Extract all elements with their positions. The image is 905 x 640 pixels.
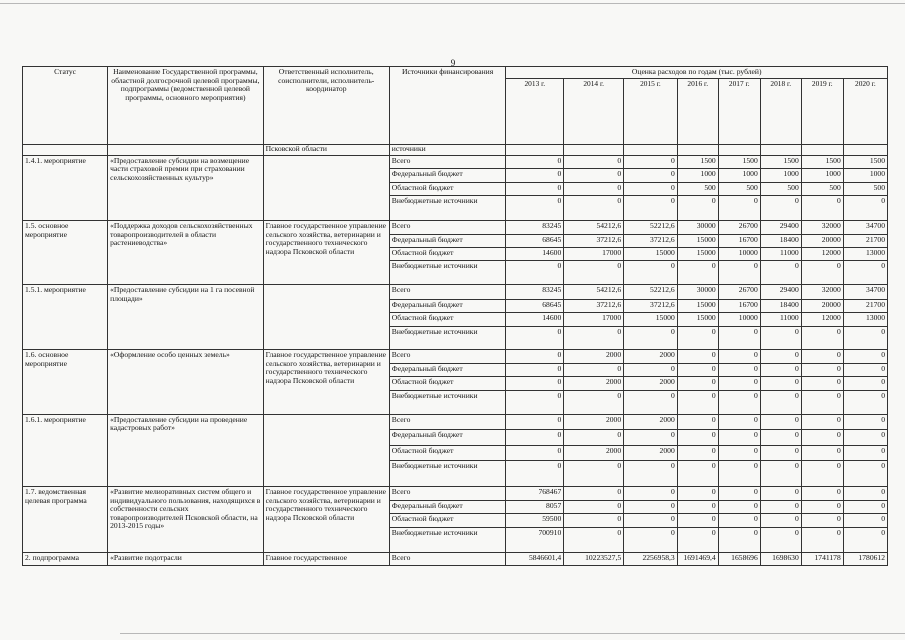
value-cell: 13000 (843, 247, 887, 260)
value-cell: 0 (624, 326, 678, 350)
value-cell: 52212,6 (624, 221, 678, 234)
value-cell: 0 (801, 363, 843, 376)
value-cell: 0 (843, 390, 887, 414)
value-cell: 0 (624, 500, 678, 513)
value-cell: 2000 (624, 414, 678, 430)
value-cell: 0 (843, 414, 887, 430)
value-cell: 0 (760, 326, 801, 350)
value-cell: 5846601,4 (506, 553, 564, 566)
value-cell: 34700 (843, 285, 887, 299)
value-cell: 500 (677, 182, 718, 195)
value-cell: 500 (718, 182, 760, 195)
table-row (23, 221, 888, 234)
value-cell: 83245 (506, 221, 564, 234)
value-cell: 0 (843, 514, 887, 528)
value-cell: 37212,6 (564, 234, 624, 247)
value-cell: 2000 (564, 414, 624, 430)
value-cell: 15000 (624, 247, 678, 260)
value-cell: 0 (760, 461, 801, 487)
value-cell: 0 (843, 461, 887, 487)
value-cell: 0 (506, 155, 564, 168)
executor-cell: Главное государственное (263, 553, 389, 566)
value-cell: 0 (718, 196, 760, 221)
value-cell: 14600 (506, 313, 564, 326)
value-cell: 0 (506, 326, 564, 350)
value-cell: 17000 (564, 247, 624, 260)
value-cell: 0 (801, 528, 843, 553)
source-cell: Всего (389, 414, 506, 430)
value-cell: 0 (718, 445, 760, 461)
value-cell: 500 (801, 182, 843, 195)
executor-cell (263, 414, 389, 486)
value-cell: 0 (760, 261, 801, 285)
value-cell: 0 (624, 390, 678, 414)
value-cell: 2000 (624, 350, 678, 363)
source-cell: Всего (389, 285, 506, 299)
table-row (23, 155, 888, 168)
value-cell: 0 (843, 196, 887, 221)
value-cell: 0 (677, 261, 718, 285)
value-cell: 59500 (506, 514, 564, 528)
value-cell: 11000 (760, 247, 801, 260)
value-cell: 16700 (718, 299, 760, 312)
value-cell: 0 (801, 326, 843, 350)
name-cell: «Оформление особо ценных земель» (108, 350, 264, 414)
table-row (23, 414, 888, 430)
value-cell: 0 (801, 500, 843, 513)
name-cell: «Предоставление субсидии на проведение кадастровых работ» (108, 414, 264, 486)
value-cell: 30000 (677, 221, 718, 234)
value-cell: 1691469,4 (677, 553, 718, 566)
value-cell: 0 (506, 182, 564, 195)
value-cell: 0 (718, 430, 760, 446)
source-cell: Областной бюджет (389, 313, 506, 326)
value-cell: 34700 (843, 221, 887, 234)
value-cell: 0 (677, 196, 718, 221)
value-cell: 0 (624, 182, 678, 195)
value-cell: 0 (801, 430, 843, 446)
value-cell: 1500 (801, 155, 843, 168)
source-cell: Областной бюджет (389, 445, 506, 461)
value-cell: 0 (843, 500, 887, 513)
value-cell: 0 (801, 196, 843, 221)
table-row-subprogram (23, 553, 888, 566)
value-cell: 13000 (843, 313, 887, 326)
source-cell: Внебюджетные источники (389, 390, 506, 414)
value-cell: 26700 (718, 221, 760, 234)
year-header: 2019 г. (801, 79, 843, 145)
value-cell: 29400 (760, 221, 801, 234)
source-cell: Внебюджетные источники (389, 326, 506, 350)
value-cell: 0 (506, 350, 564, 363)
value-cell: 0 (718, 461, 760, 487)
value-cell: 54212,6 (564, 221, 624, 234)
value-cell: 0 (801, 390, 843, 414)
value-cell: 0 (564, 182, 624, 195)
value-cell: 2000 (624, 377, 678, 390)
value-cell: 0 (843, 430, 887, 446)
value-cell: 0 (564, 155, 624, 168)
value-cell: 1000 (843, 169, 887, 182)
value-cell: 0 (801, 461, 843, 487)
value-cell: 0 (624, 430, 678, 446)
value-cell: 0 (624, 363, 678, 376)
source-cell: Всего (389, 155, 506, 168)
value-cell: 2256958,3 (624, 553, 678, 566)
value-cell: 0 (677, 377, 718, 390)
value-cell: 29400 (760, 285, 801, 299)
source-cell: Областной бюджет (389, 377, 506, 390)
continuation-row (23, 145, 888, 156)
value-cell: 0 (624, 528, 678, 553)
value-cell: 0 (718, 326, 760, 350)
value-cell: 0 (624, 487, 678, 500)
year-header: 2016 г. (677, 79, 718, 145)
value-cell: 0 (564, 528, 624, 553)
value-cell: 37212,6 (564, 299, 624, 312)
cont-empty-cell (718, 145, 760, 156)
value-cell: 15000 (677, 247, 718, 260)
value-cell: 0 (843, 487, 887, 500)
name-cell: «Развитие мелиоративных систем общего и индивидуального пользования, находящихся в собственности сельских товаропроизводителей Псковской области, на 2013-2015 годы» (108, 487, 264, 553)
value-cell: 0 (506, 414, 564, 430)
value-cell: 0 (760, 514, 801, 528)
value-cell: 1500 (760, 155, 801, 168)
value-cell: 0 (506, 363, 564, 376)
value-cell: 12000 (801, 313, 843, 326)
year-header: 2014 г. (564, 79, 624, 145)
cont-empty-cell (624, 145, 678, 156)
value-cell: 10223527,5 (564, 553, 624, 566)
cont-empty-cell (506, 145, 564, 156)
value-cell: 15000 (677, 234, 718, 247)
value-cell: 0 (760, 414, 801, 430)
value-cell: 0 (677, 326, 718, 350)
value-cell: 0 (718, 363, 760, 376)
value-cell: 2000 (564, 377, 624, 390)
value-cell: 0 (564, 326, 624, 350)
budget-table (22, 66, 888, 566)
value-cell: 0 (506, 461, 564, 487)
value-cell: 0 (760, 500, 801, 513)
year-header: 2017 г. (718, 79, 760, 145)
value-cell: 0 (801, 445, 843, 461)
executor-cell: Главное государственное управление сельского хозяйства, ветеринарии и государственного технического надзора Псковской области (263, 487, 389, 553)
source-cell: Областной бюджет (389, 182, 506, 195)
source-cell: Федеральный бюджет (389, 169, 506, 182)
scan-edge-line-top (0, 3, 905, 4)
value-cell: 1500 (677, 155, 718, 168)
value-cell: 0 (801, 414, 843, 430)
value-cell: 10000 (718, 247, 760, 260)
source-cell: Федеральный бюджет (389, 299, 506, 312)
source-cell: Внебюджетные источники (389, 196, 506, 221)
value-cell: 0 (760, 390, 801, 414)
value-cell: 1500 (718, 155, 760, 168)
value-cell: 26700 (718, 285, 760, 299)
source-cell: Федеральный бюджет (389, 234, 506, 247)
value-cell: 0 (564, 363, 624, 376)
value-cell: 0 (801, 487, 843, 500)
table-row (23, 487, 888, 500)
value-cell: 0 (801, 377, 843, 390)
source-cell: Федеральный бюджет (389, 430, 506, 446)
value-cell: 0 (843, 528, 887, 553)
value-cell: 1741178 (801, 553, 843, 566)
value-cell: 1000 (760, 169, 801, 182)
value-cell: 0 (843, 445, 887, 461)
value-cell: 0 (506, 196, 564, 221)
header-name: Наименование Государственной программы, областной долгосрочной целевой программы, подпрограммы (ведомственной целевой программы, основного мероприятия) (108, 67, 264, 145)
value-cell: 0 (624, 261, 678, 285)
cont-source-cell: источники (389, 145, 506, 156)
value-cell: 20000 (801, 234, 843, 247)
executor-cell: Главное государственное управление сельского хозяйства, ветеринарии и государственного технического надзора Псковской области (263, 221, 389, 285)
value-cell: 12000 (801, 247, 843, 260)
value-cell: 0 (564, 196, 624, 221)
value-cell: 0 (624, 155, 678, 168)
value-cell: 500 (843, 182, 887, 195)
value-cell: 2000 (564, 445, 624, 461)
value-cell: 0 (677, 500, 718, 513)
value-cell: 0 (677, 514, 718, 528)
value-cell: 30000 (677, 285, 718, 299)
value-cell: 0 (718, 414, 760, 430)
value-cell: 0 (801, 261, 843, 285)
value-cell: 0 (564, 514, 624, 528)
name-cell: «Поддержка доходов сельскохозяйственных товаропроизводителей в области растениеводства» (108, 221, 264, 285)
value-cell: 11000 (760, 313, 801, 326)
value-cell: 0 (677, 414, 718, 430)
value-cell: 0 (506, 261, 564, 285)
value-cell: 1500 (843, 155, 887, 168)
value-cell: 20000 (801, 299, 843, 312)
value-cell: 0 (564, 461, 624, 487)
value-cell: 1658696 (718, 553, 760, 566)
value-cell: 52212,6 (624, 285, 678, 299)
value-cell: 0 (843, 326, 887, 350)
value-cell: 0 (506, 169, 564, 182)
value-cell: 15000 (677, 299, 718, 312)
value-cell: 54212,6 (564, 285, 624, 299)
source-cell: Федеральный бюджет (389, 363, 506, 376)
value-cell: 1000 (677, 169, 718, 182)
cont-executor-cell: Псковской области (263, 145, 389, 156)
value-cell: 0 (677, 363, 718, 376)
value-cell: 0 (677, 461, 718, 487)
cont-empty-cell (564, 145, 624, 156)
value-cell: 0 (760, 487, 801, 500)
year-header: 2015 г. (624, 79, 678, 145)
value-cell: 68645 (506, 299, 564, 312)
status-cell: 1.5. основное мероприятие (23, 221, 108, 285)
table-row (23, 285, 888, 299)
status-cell: 1.6. основное мероприятие (23, 350, 108, 414)
value-cell: 0 (564, 430, 624, 446)
value-cell: 0 (564, 169, 624, 182)
value-cell: 0 (624, 514, 678, 528)
year-header: 2013 г. (506, 79, 564, 145)
value-cell: 0 (718, 514, 760, 528)
cont-empty-cell (760, 145, 801, 156)
value-cell: 68645 (506, 234, 564, 247)
value-cell: 0 (677, 528, 718, 553)
executor-cell (263, 285, 389, 350)
header-estimate: Оценка расходов по годам (тыс. рублей) (506, 67, 888, 79)
header-status: Статус (23, 67, 108, 145)
source-cell: Всего (389, 221, 506, 234)
value-cell: 0 (506, 390, 564, 414)
value-cell: 0 (718, 350, 760, 363)
value-cell: 0 (564, 390, 624, 414)
value-cell: 0 (506, 430, 564, 446)
scan-edge-line-bottom (120, 633, 905, 634)
status-cell: 1.4.1. мероприятие (23, 155, 108, 220)
status-cell: 1.7. ведомственная целевая программа (23, 487, 108, 553)
value-cell: 0 (843, 363, 887, 376)
value-cell: 17000 (564, 313, 624, 326)
value-cell: 0 (506, 445, 564, 461)
header-sources: Источники финансирования (389, 67, 506, 145)
value-cell: 15000 (624, 313, 678, 326)
value-cell: 8057 (506, 500, 564, 513)
value-cell: 0 (677, 430, 718, 446)
value-cell: 18400 (760, 234, 801, 247)
value-cell: 0 (718, 261, 760, 285)
value-cell: 10000 (718, 313, 760, 326)
value-cell: 2000 (624, 445, 678, 461)
name-cell: «Предоставление субсидии на возмещение части страховой премии при страховании сельскохозяйственных культур» (108, 155, 264, 220)
page-number: 9 (450, 58, 456, 68)
value-cell: 500 (760, 182, 801, 195)
value-cell: 18400 (760, 299, 801, 312)
value-cell: 0 (843, 377, 887, 390)
value-cell: 0 (801, 350, 843, 363)
value-cell: 83245 (506, 285, 564, 299)
value-cell: 32000 (801, 221, 843, 234)
executor-cell: Главное государственное управление сельского хозяйства, ветеринарии и государственного технического надзора Псковской области (263, 350, 389, 414)
value-cell: 0 (760, 430, 801, 446)
value-cell: 0 (760, 445, 801, 461)
value-cell: 2000 (564, 350, 624, 363)
value-cell: 0 (718, 377, 760, 390)
value-cell: 37212,6 (624, 299, 678, 312)
value-cell: 0 (760, 377, 801, 390)
value-cell: 0 (564, 500, 624, 513)
year-header: 2020 г. (843, 79, 887, 145)
source-cell: Всего (389, 553, 506, 566)
value-cell: 0 (718, 500, 760, 513)
value-cell: 0 (718, 528, 760, 553)
cont-name-cell (108, 145, 264, 156)
value-cell: 0 (801, 514, 843, 528)
year-header: 2018 г. (760, 79, 801, 145)
value-cell: 0 (843, 350, 887, 363)
status-cell: 2. подпрограмма (23, 553, 108, 566)
value-cell: 1000 (801, 169, 843, 182)
value-cell: 768467 (506, 487, 564, 500)
header-executor: Ответственный исполнитель, соисполнители, исполнитель-координатор (263, 67, 389, 145)
cont-empty-cell (801, 145, 843, 156)
value-cell: 37212,6 (624, 234, 678, 247)
value-cell: 0 (564, 261, 624, 285)
source-cell: Областной бюджет (389, 247, 506, 260)
value-cell: 15000 (677, 313, 718, 326)
value-cell: 0 (564, 487, 624, 500)
value-cell: 0 (624, 169, 678, 182)
name-cell: «Предоставление субсидии на 1 га посевной площади» (108, 285, 264, 350)
source-cell: Федеральный бюджет (389, 500, 506, 513)
value-cell: 0 (760, 196, 801, 221)
source-cell: Внебюджетные источники (389, 261, 506, 285)
source-cell: Всего (389, 487, 506, 500)
value-cell: 21700 (843, 234, 887, 247)
source-cell: Областной бюджет (389, 514, 506, 528)
value-cell: 0 (760, 363, 801, 376)
value-cell: 0 (677, 390, 718, 414)
value-cell: 21700 (843, 299, 887, 312)
source-cell: Внебюджетные источники (389, 461, 506, 487)
value-cell: 0 (624, 461, 678, 487)
value-cell: 0 (760, 350, 801, 363)
value-cell: 1000 (718, 169, 760, 182)
value-cell: 32000 (801, 285, 843, 299)
value-cell: 1780612 (843, 553, 887, 566)
cont-empty-cell (677, 145, 718, 156)
value-cell: 0 (506, 377, 564, 390)
cont-empty-cell (843, 145, 887, 156)
value-cell: 1698630 (760, 553, 801, 566)
name-cell: «Развитие подотрасли (108, 553, 264, 566)
value-cell: 0 (624, 196, 678, 221)
status-cell: 1.6.1. мероприятие (23, 414, 108, 486)
status-cell: 1.5.1. мероприятие (23, 285, 108, 350)
executor-cell (263, 155, 389, 220)
cont-status-cell (23, 145, 108, 156)
source-cell: Внебюджетные источники (389, 528, 506, 553)
value-cell: 0 (677, 350, 718, 363)
value-cell: 0 (843, 261, 887, 285)
value-cell: 16700 (718, 234, 760, 247)
value-cell: 14600 (506, 247, 564, 260)
value-cell: 0 (760, 528, 801, 553)
table-row (23, 350, 888, 363)
value-cell: 0 (718, 487, 760, 500)
value-cell: 700910 (506, 528, 564, 553)
value-cell: 0 (718, 390, 760, 414)
value-cell: 0 (677, 445, 718, 461)
value-cell: 0 (677, 487, 718, 500)
source-cell: Всего (389, 350, 506, 363)
